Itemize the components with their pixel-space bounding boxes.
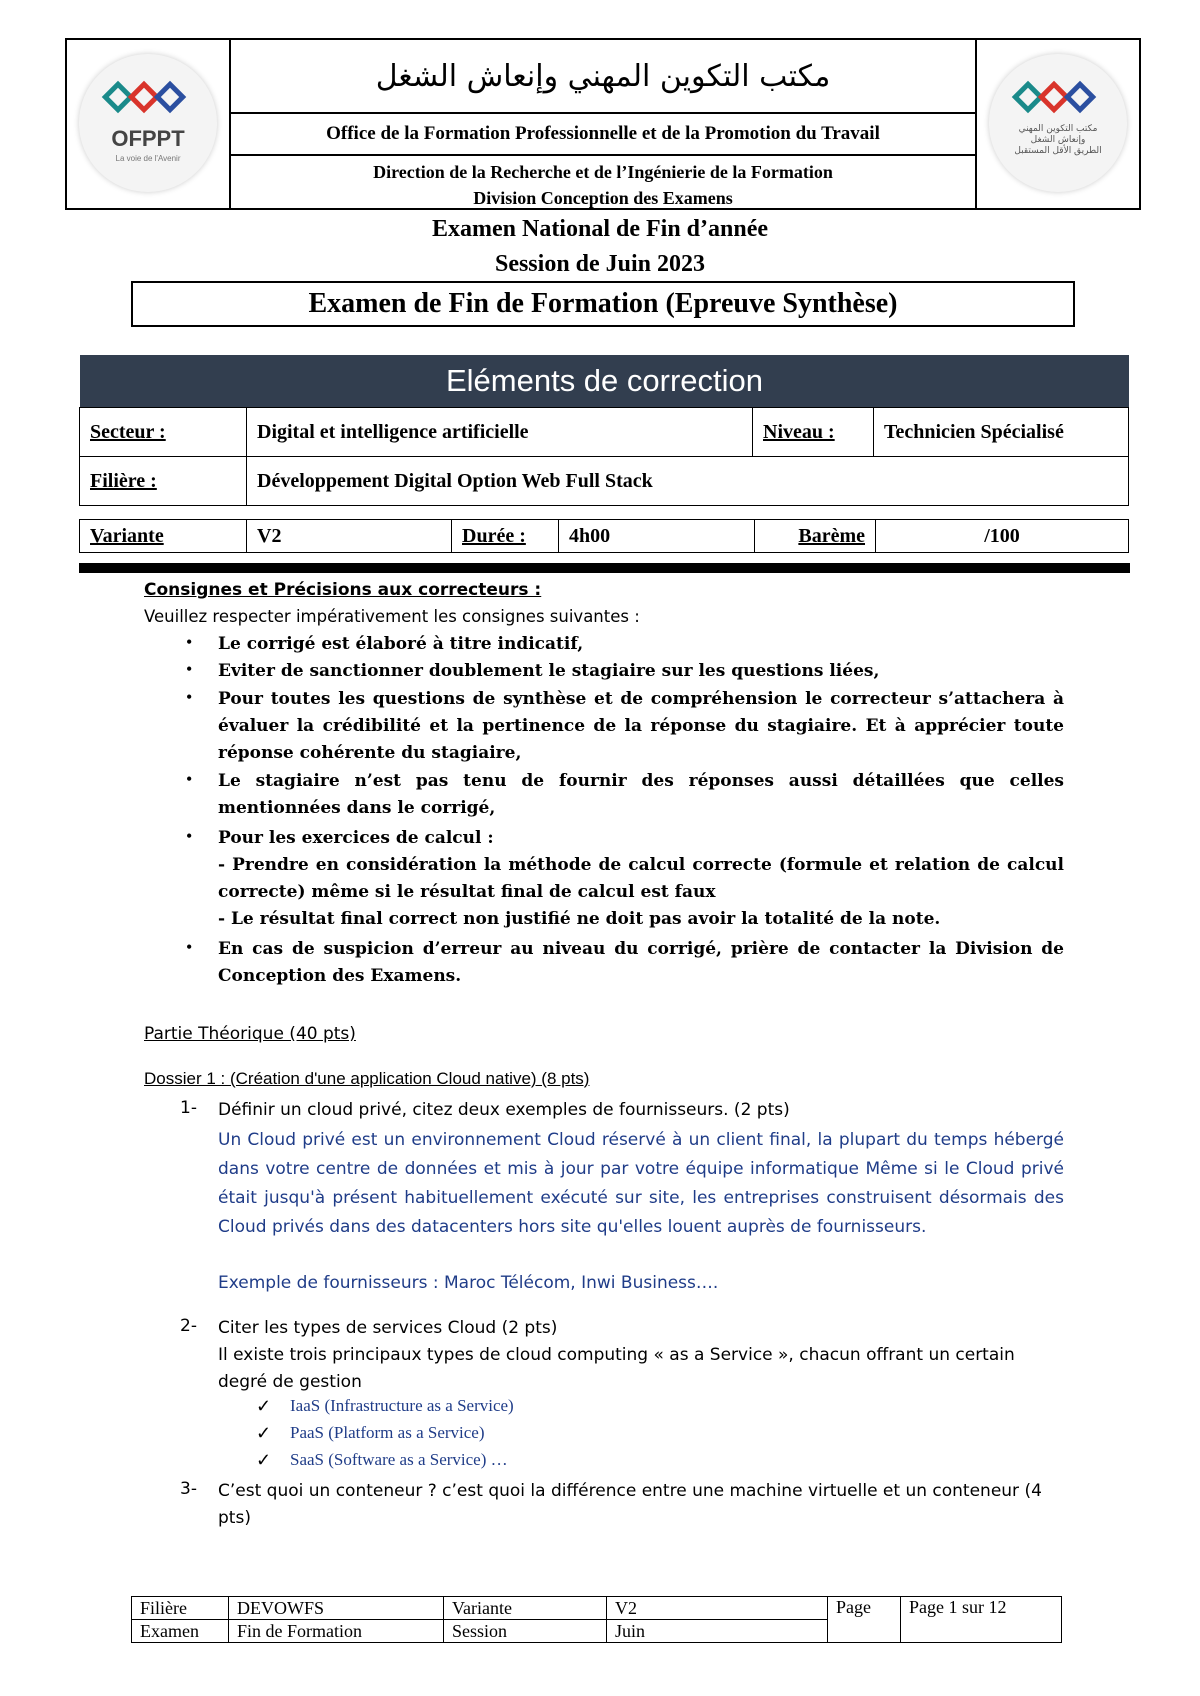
check-icon: ✓ [256,1450,272,1470]
secteur-label: Secteur : [80,408,247,457]
table-row [80,408,1129,457]
niveau-label: Niveau : [753,408,874,457]
footer-variante-value: V2 [607,1597,828,1620]
arabic-title: مكتب التكوين المهني وإنعاش الشغل [229,40,977,114]
check-icon: ✓ [256,1396,272,1416]
question-1-answer: Un Cloud privé est un environnement Cloud réservé à un client final, la plupart du temps hébergé dans votre centre de données et mis à jour par votre équipe informatique Même si le Cloud privé était jusqu'à présent habituellement exécuté sur site, les entreprises construisent désormais des Cloud privés dans des datacenters hors site qu'elles louent auprès de fournisseurs. [218,1130,1064,1237]
logo-right-cell [975,40,1139,208]
ofppt-arabic-logo [989,54,1127,192]
filiere-value: Développement Digital Option Web Full Stack [247,457,1129,506]
consigne-item [218,825,1064,933]
table-row [132,1597,1062,1620]
service-item: IaaS (Infrastructure as a Service) [290,1396,514,1415]
filiere-label: Filière : [80,457,247,506]
ofppt-emblem-icon [989,54,1127,192]
header-center [229,40,977,208]
logo-arabic-line: مكتب التكوين المهني [1018,124,1098,134]
variante-label: Variante [80,520,247,553]
bullet-icon: • [186,826,193,846]
footer-session-value: Juin [607,1620,828,1643]
bareme-value: /100 [876,520,1129,553]
bullet-icon: • [186,687,193,707]
logo-arabic-text [989,124,1127,157]
variante-value: V2 [247,520,452,553]
bullet-icon: • [186,937,193,957]
table-row [80,520,1129,553]
session-title: Session de Juin 2023 [494,251,706,277]
bullet-icon: • [186,659,193,679]
institution-header [65,38,1141,210]
ofppt-emblem-icon [79,54,217,192]
consigne-calc-line: - Prendre en considération la méthode de calcul correcte (formule et relation de calcul correcte) même si le résultat final de calcul est faux [218,855,1064,902]
question-number: 3- [180,1479,197,1499]
consigne-item: En cas de suspicion d’erreur au niveau du corrigé, prière de contacter la Division de Conception des Examens. [218,939,1064,986]
division-line: Division Conception des Examens [473,188,733,208]
footer-filiere-value: DEVOWFS [229,1597,444,1620]
consigne-item: Eviter de sanctionner doublement le stagiaire sur les questions liées, [218,661,880,681]
consigne-calc-title: Pour les exercices de calcul : [218,828,494,848]
question-1-example: Exemple de fournisseurs : Maroc Télécom, Inwi Business…. [218,1273,719,1293]
consigne-calc-line: - Le résultat final correct non justifié ne doit pas avoir la totalité de la note. [218,909,941,929]
consignes-intro: Veuillez respecter impérativement les consignes suivantes : [144,607,640,626]
footer-examen-value: Fin de Formation [229,1620,444,1643]
consigne-item: Le stagiaire n’est pas tenu de fournir des réponses aussi détaillées que celles mentionnées dans le corrigé, [218,771,1064,818]
service-item: SaaS (Software as a Service) … [290,1450,508,1469]
variante-table [79,519,1129,553]
consignes-heading: Consignes et Précisions aux correcteurs : [144,580,542,600]
consigne-item: Pour toutes les questions de synthèse et de compréhension le correcteur s’attachera à évaluer la crédibilité et la pertinence de la réponse du stagiaire. Et à apprécier toute réponse cohérente du stagiaire, [218,689,1064,763]
exam-national-title: Examen National de Fin d’année [431,216,769,242]
question-3-text: C’est quoi un conteneur ? c’est quoi la différence entre une machine virtuelle et un conteneur (4 pts) [218,1481,1042,1528]
logo-tagline: La voie de l'Avenir [115,154,181,163]
logo-text: OFPPT [111,126,185,151]
footer-page-value: Page 1 sur 12 [901,1597,1062,1643]
check-icon: ✓ [256,1423,272,1443]
consigne-item: Le corrigé est élaboré à titre indicatif, [218,634,584,654]
logo-arabic-line: الطريق الأقل المستقبل [1014,146,1102,156]
footer-table [131,1596,1062,1643]
partie-heading: Partie Théorique (40 pts) [144,1024,356,1044]
footer-examen-label: Examen [132,1620,229,1643]
logo-arabic-line: وإنعاش الشغل [1030,135,1086,145]
corrections-banner: Eléments de correction [80,355,1129,407]
table-row [80,457,1129,506]
footer-filiere-label: Filière [132,1597,229,1620]
logo-left-cell [67,40,231,208]
question-number: 1- [180,1098,197,1118]
niveau-value: Technicien Spécialisé [874,408,1129,457]
question-2-text: Citer les types de services Cloud (2 pts) [218,1318,558,1338]
question-number: 2- [180,1316,197,1336]
bullet-icon: • [186,632,193,652]
duree-label: Durée : [452,520,559,553]
ofppt-logo [79,54,217,192]
footer-variante-label: Variante [444,1597,607,1620]
footer-session-label: Session [444,1620,607,1643]
service-item: PaaS (Platform as a Service) [290,1423,485,1442]
office-name: Office de la Formation Professionnelle et de la Promotion du Travail [229,114,977,156]
question-1-text: Définir un cloud privé, citez deux exemples de fournisseurs. (2 pts) [218,1100,790,1120]
exam-type-box: Examen de Fin de Formation (Epreuve Synthèse) [131,281,1075,327]
dossier-heading: Dossier 1 : (Création d'une application Cloud native) (8 pts) [144,1069,590,1088]
bullet-icon: • [186,769,193,789]
separator-bar [79,563,1130,573]
question-2-intro: Il existe trois principaux types de cloud computing « as a Service », chacun offrant un certain degré de gestion [218,1345,1015,1392]
direction-block [229,156,977,211]
secteur-value: Digital et intelligence artificielle [247,408,753,457]
duree-value: 4h00 [559,520,755,553]
info-table [79,407,1129,506]
direction-line: Direction de la Recherche et de l’Ingénierie de la Formation [373,162,833,182]
footer-page-label: Page [828,1597,901,1643]
bareme-label: Barème [755,520,876,553]
